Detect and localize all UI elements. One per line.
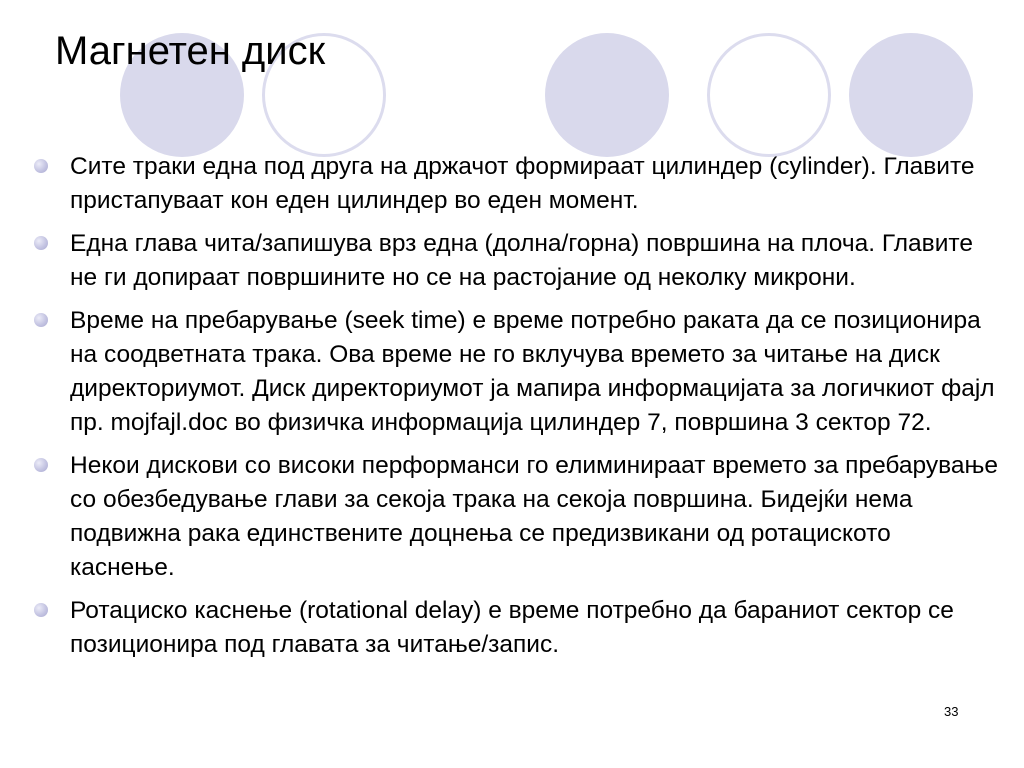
bullet-text: Ротациско каснење (rotational delay) е време потребно да бараниот сектор се позиционира под главата за читање/запис. <box>70 597 954 658</box>
bullet-dot-icon <box>34 236 48 250</box>
bullet-dot-icon <box>34 159 48 173</box>
decorative-circle-outline <box>707 33 831 157</box>
bullet-text: Некои дискови со високи перформанси го елиминираат времето за пребарување со обезбедување глави за секоја трака на секоја површина. Бидејќи нема подвижна рака единствените доцнења се предизвикани од ротациското каснење. <box>70 452 999 581</box>
bullet-text: Сите траки една под друга на држачот формираат цилиндер (cylinder). Главите пристапуваат кон еден цилиндер во еден момент. <box>70 153 975 214</box>
bullet-item <box>30 449 1000 585</box>
page-number: 33 <box>944 704 959 719</box>
bullet-item <box>30 150 1000 218</box>
bullet-dot-icon <box>34 313 48 327</box>
bullet-dot-icon <box>34 603 48 617</box>
bullet-text: Една глава чита/запишува врз една (долна/горна) површина на плоча. Главите не ги допираат површините но се на растојание од неколку микрони. <box>70 230 973 291</box>
decorative-circle-filled <box>545 33 669 157</box>
bullet-text: Време на пребарување (seek time) е време потребно раката да се позиционира на соодветната трака. Ова време не го вклучува времето за читање на диск директориумот. Диск директориумот ја мапира информацијата за логичкиот фајл пр. mojfajl.doc во физичка информација цилиндер 7, површина 3 сектор 72. <box>70 307 995 436</box>
bullet-dot-icon <box>34 458 48 472</box>
bullet-item <box>30 594 1000 662</box>
decorative-circle-filled <box>849 33 973 157</box>
bullet-list <box>30 150 1000 671</box>
bullet-item <box>30 227 1000 295</box>
slide-title: Магнетен диск <box>55 29 326 73</box>
bullet-item <box>30 304 1000 440</box>
